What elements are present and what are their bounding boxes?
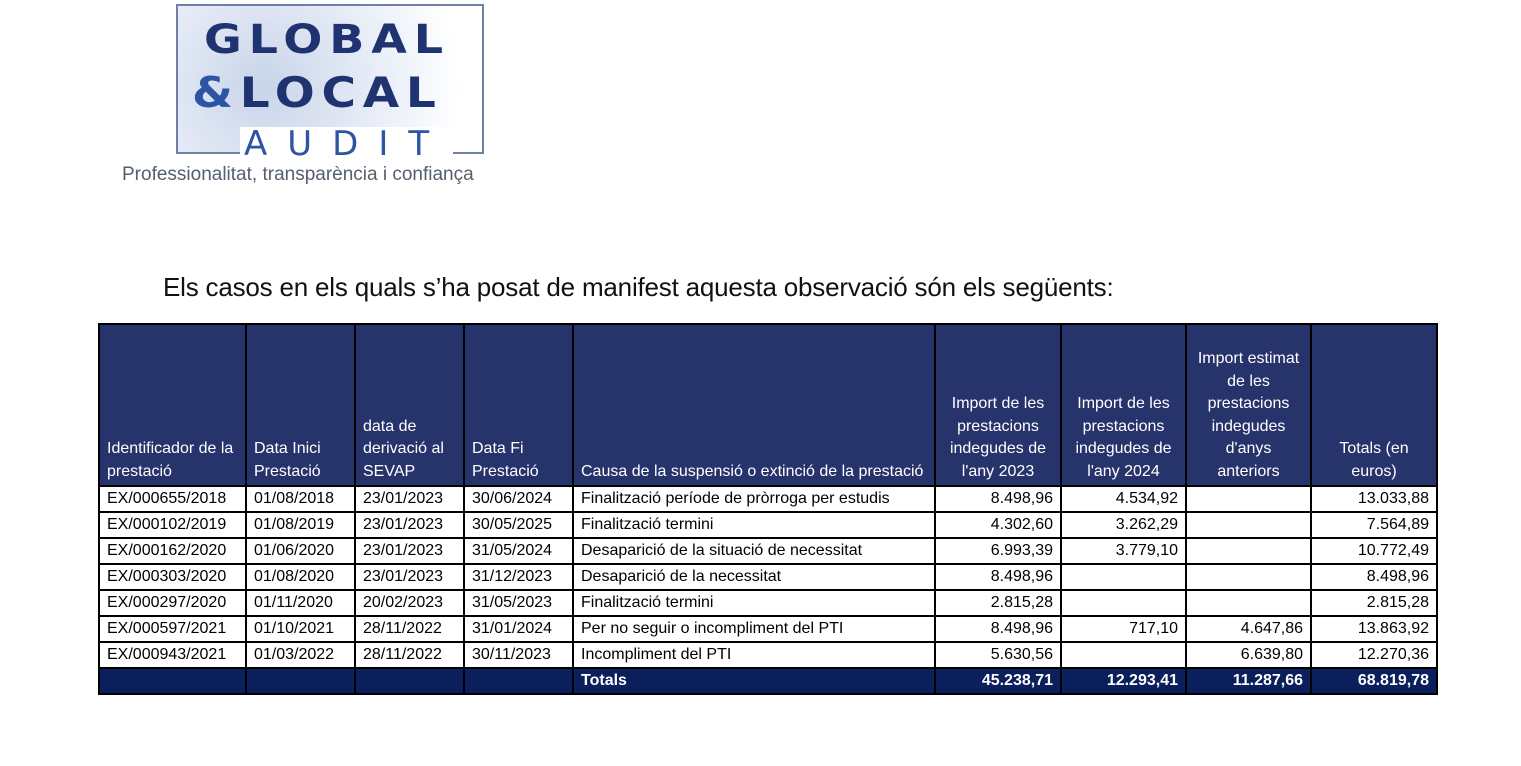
cell-import-2023: 8.498,96 [935,564,1061,590]
cell-identificador: EX/000303/2020 [99,564,246,590]
cell-data-derivacio: 23/01/2023 [355,512,464,538]
cell-identificador: EX/000102/2019 [99,512,246,538]
cell-import-2023: 5.630,56 [935,642,1061,668]
cell-data-derivacio: 28/11/2022 [355,616,464,642]
cell-total: 12.270,36 [1311,642,1437,668]
cell-data-inici: 01/08/2018 [246,486,355,512]
cell-causa: Incompliment del PTI [573,642,935,668]
totals-row [99,668,1437,694]
col-header-import-2024: Import de les prestacions indegudes de l'any 2024 [1061,324,1186,486]
cell-data-derivacio: 23/01/2023 [355,486,464,512]
cell-import-anteriors [1186,538,1311,564]
cell-import-anteriors: 6.639,80 [1186,642,1311,668]
cell-data-derivacio: 28/11/2022 [355,642,464,668]
logo-tagline: Professionalitat, transparència i confiança [122,164,474,185]
cell-causa: Desaparició de la situació de necessitat [573,538,935,564]
table-row [99,616,1437,642]
logo-text-local-word: LOCAL [239,68,443,117]
cell-import-2023: 8.498,96 [935,616,1061,642]
table-row [99,642,1437,668]
cell-identificador: EX/000162/2020 [99,538,246,564]
logo-text-audit: AUDIT [240,127,453,161]
cell-total: 13.033,88 [1311,486,1437,512]
totals-cell-empty [246,668,355,694]
col-header-identificador: Identificador de la prestació [99,324,246,486]
logo-text-global: GLOBAL [204,17,450,63]
cell-import-2024: 4.534,92 [1061,486,1186,512]
cell-import-anteriors: 4.647,86 [1186,616,1311,642]
company-logo [100,0,560,210]
table-row [99,538,1437,564]
cell-data-inici: 01/11/2020 [246,590,355,616]
cell-data-derivacio: 23/01/2023 [355,564,464,590]
table-row [99,512,1437,538]
cell-import-anteriors [1186,564,1311,590]
cell-causa: Per no seguir o incompliment del PTI [573,616,935,642]
col-header-data-fi: Data Fi Prestació [464,324,573,486]
col-header-data-derivacio: data de derivació al SEVAP [355,324,464,486]
totals-grand-total: 68.819,78 [1311,668,1437,694]
col-header-import-anteriors: Import estimat de les prestacions indegudes d'anys anteriors [1186,324,1311,486]
cell-data-derivacio: 20/02/2023 [355,590,464,616]
cell-data-fi: 30/06/2024 [464,486,573,512]
cell-data-fi: 30/11/2023 [464,642,573,668]
col-header-import-2023: Import de les prestacions indegudes de l'any 2023 [935,324,1061,486]
totals-import-2024: 12.293,41 [1061,668,1186,694]
totals-import-anteriors: 11.287,66 [1186,668,1311,694]
cell-data-inici: 01/10/2021 [246,616,355,642]
cell-total: 7.564,89 [1311,512,1437,538]
cell-causa: Finalització termini [573,512,935,538]
table-row [99,564,1437,590]
cases-table [98,323,1438,695]
cell-data-fi: 31/01/2024 [464,616,573,642]
cell-import-2023: 6.993,39 [935,538,1061,564]
intro-paragraph: Els casos en els quals s’ha posat de manifest aquesta observació són els següents: [163,272,1114,302]
cell-total: 10.772,49 [1311,538,1437,564]
cell-import-anteriors [1186,512,1311,538]
cell-data-inici: 01/08/2019 [246,512,355,538]
cell-import-2024 [1061,564,1186,590]
cell-data-fi: 31/12/2023 [464,564,573,590]
cell-import-2023: 2.815,28 [935,590,1061,616]
cell-identificador: EX/000655/2018 [99,486,246,512]
totals-cell-empty [355,668,464,694]
table-header-row [99,324,1437,486]
cell-import-2023: 8.498,96 [935,486,1061,512]
cell-identificador: EX/000297/2020 [99,590,246,616]
cell-import-anteriors [1186,486,1311,512]
cell-data-fi: 30/05/2025 [464,512,573,538]
totals-cell-empty [464,668,573,694]
col-header-data-inici: Data Inici Prestació [246,324,355,486]
cell-causa: Desaparició de la necessitat [573,564,935,590]
col-header-causa: Causa de la suspensió o extinció de la prestació [573,324,935,486]
cell-data-derivacio: 23/01/2023 [355,538,464,564]
cell-causa: Finalització termini [573,590,935,616]
cell-data-inici: 01/08/2020 [246,564,355,590]
cell-total: 2.815,28 [1311,590,1437,616]
cell-import-2024 [1061,642,1186,668]
totals-import-2023: 45.238,71 [935,668,1061,694]
cell-total: 8.498,96 [1311,564,1437,590]
cell-data-fi: 31/05/2024 [464,538,573,564]
cell-data-inici: 01/03/2022 [246,642,355,668]
cell-identificador: EX/000597/2021 [99,616,246,642]
cell-import-2024: 3.779,10 [1061,538,1186,564]
cell-total: 13.863,92 [1311,616,1437,642]
logo-ampersand: & [192,68,240,117]
logo-text-local [192,68,443,117]
cell-import-2024 [1061,590,1186,616]
cell-data-inici: 01/06/2020 [246,538,355,564]
cell-import-2024: 717,10 [1061,616,1186,642]
cell-import-2023: 4.302,60 [935,512,1061,538]
cell-import-2024: 3.262,29 [1061,512,1186,538]
cell-data-fi: 31/05/2023 [464,590,573,616]
col-header-totals: Totals (en euros) [1311,324,1437,486]
cell-import-anteriors [1186,590,1311,616]
table-row [99,486,1437,512]
table-row [99,590,1437,616]
cell-identificador: EX/000943/2021 [99,642,246,668]
totals-cell-empty [99,668,246,694]
cell-causa: Finalització període de pròrroga per estudis [573,486,935,512]
totals-label: Totals [573,668,935,694]
